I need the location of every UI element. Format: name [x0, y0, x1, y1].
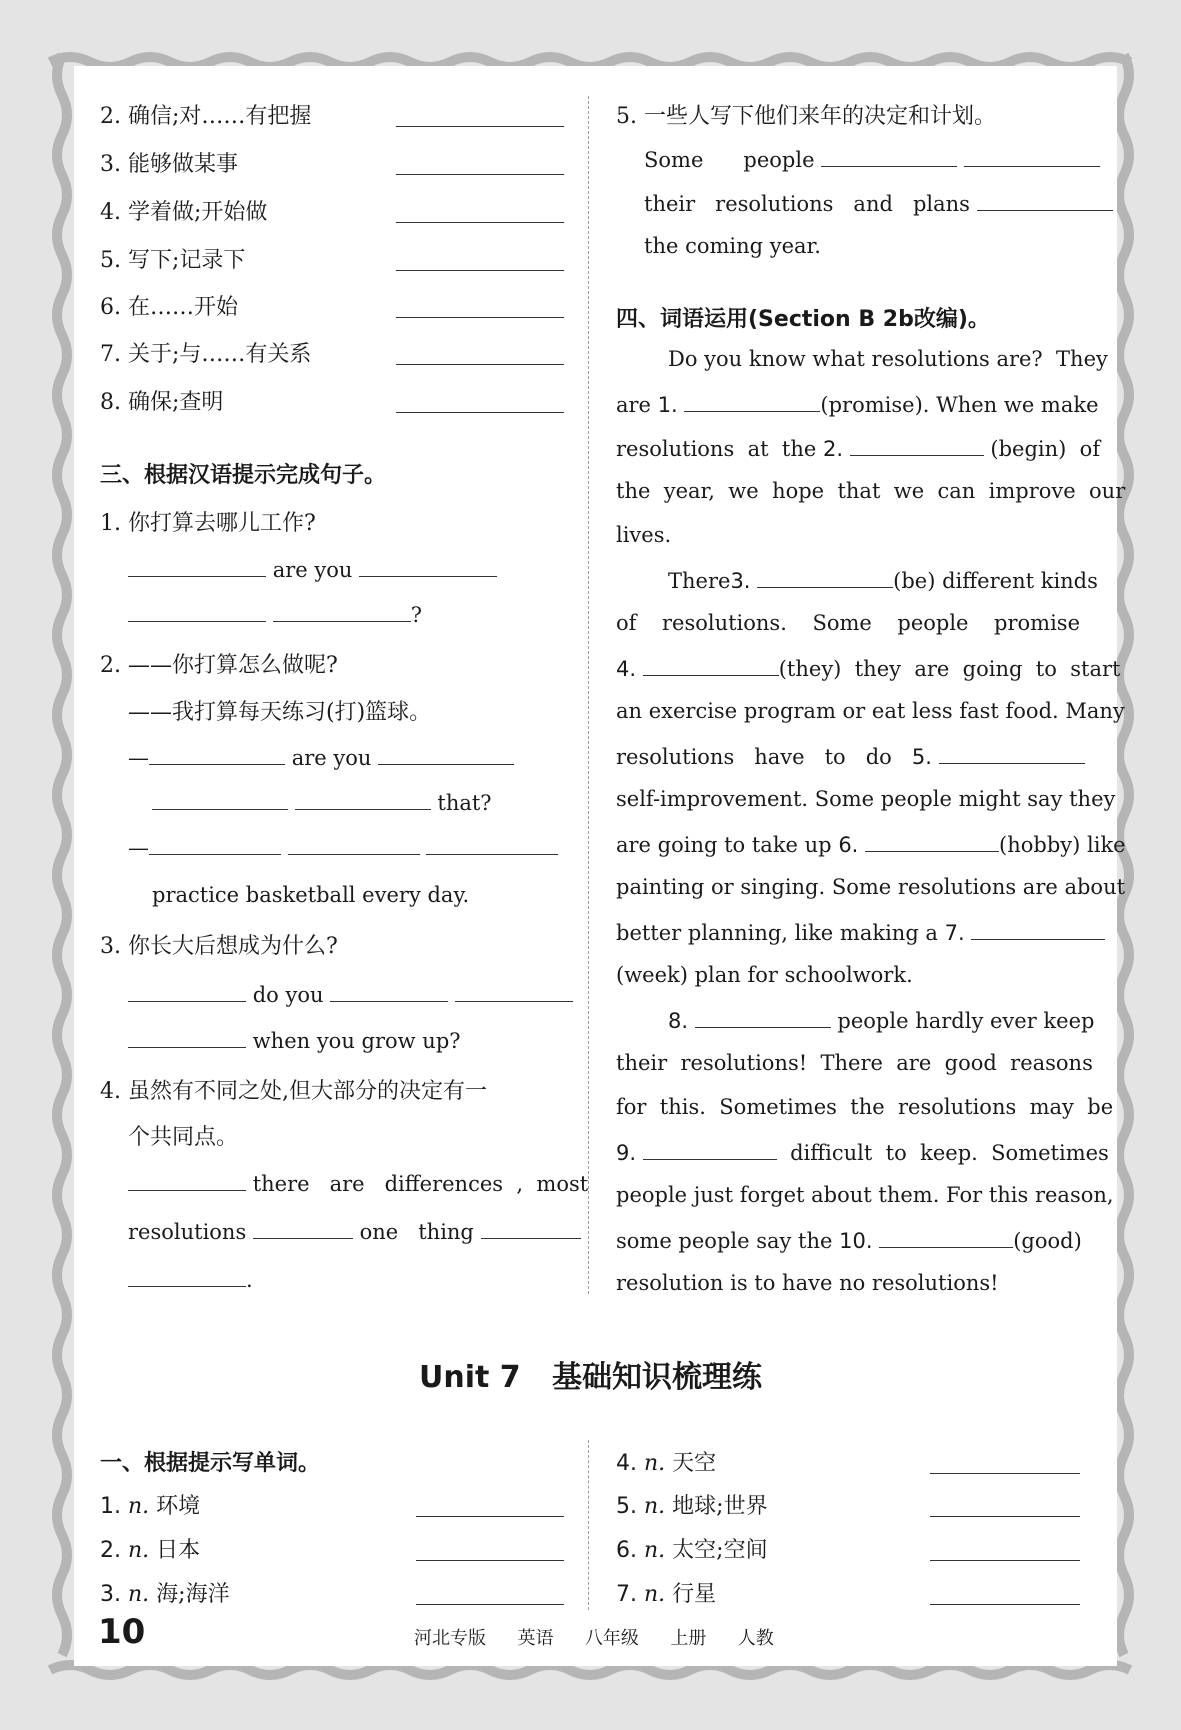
passage-line: are going to take up 6. (hobby) like — [616, 833, 1126, 857]
answer-blank[interactable] — [396, 222, 564, 223]
word-item: 1. n. 环境 — [100, 1494, 201, 1519]
question-cn: ——我打算每天练习(打)篮球。 — [128, 700, 432, 725]
answer-blank[interactable] — [757, 567, 893, 588]
answer-blank[interactable] — [396, 174, 564, 175]
vocab-item: 5. 写下;记录下 — [100, 248, 246, 273]
answer-blank[interactable] — [128, 1170, 246, 1191]
word-item: 7. n. 行星 — [616, 1582, 717, 1607]
answer-line: — — [128, 834, 558, 860]
section-heading: 四、词语运用(Section B 2b改编)。 — [616, 307, 990, 332]
question-cn: 3. 你长大后想成为什么? — [100, 934, 338, 959]
question-cn: 5. 一些人写下他们来年的决定和计划。 — [616, 104, 996, 129]
answer-blank[interactable] — [930, 1560, 1080, 1561]
vocab-item: 6. 在……开始 — [100, 295, 238, 320]
passage-line: lives. — [616, 523, 672, 547]
answer-line: — are you — [128, 744, 514, 770]
answer-blank[interactable] — [378, 744, 514, 765]
question-cn: 1. 你打算去哪儿工作? — [100, 511, 316, 536]
answer-blank[interactable] — [396, 412, 564, 413]
question-cn: 4. 虽然有不同之处,但大部分的决定有一 — [100, 1079, 487, 1104]
answer-blank[interactable] — [481, 1218, 581, 1239]
answer-blank[interactable] — [152, 789, 288, 810]
answer-line: their resolutions and plans — [644, 190, 1113, 216]
answer-line: . — [128, 1266, 253, 1292]
answer-blank[interactable] — [295, 789, 431, 810]
answer-blank[interactable] — [330, 981, 448, 1002]
answer-line: there are differences , most — [128, 1170, 588, 1196]
vocab-item: 2. 确信;对……有把握 — [100, 104, 312, 129]
answer-line: the coming year. — [644, 234, 821, 258]
answer-line: do you — [128, 981, 573, 1007]
answer-blank[interactable] — [964, 146, 1100, 167]
passage-line: for this. Sometimes the resolutions may be — [616, 1095, 1114, 1119]
answer-blank[interactable] — [396, 270, 564, 271]
answer-blank[interactable] — [128, 1266, 246, 1287]
passage-line: some people say the 10. (good) — [616, 1229, 1082, 1253]
answer-blank[interactable] — [971, 919, 1105, 940]
column-divider — [588, 96, 589, 1294]
passage-line: resolution is to have no resolutions! — [616, 1271, 999, 1295]
question-cn: 个共同点。 — [128, 1125, 239, 1150]
answer-blank[interactable] — [149, 834, 281, 855]
passage-line: better planning, like making a 7. — [616, 919, 1105, 945]
passage-line: painting or singing. Some resolutions are about — [616, 875, 1126, 899]
word-item: 6. n. 太空;空间 — [616, 1538, 768, 1563]
answer-blank[interactable] — [930, 1516, 1080, 1517]
vocab-item: 7. 关于;与……有关系 — [100, 342, 312, 367]
passage-line: 4. (they) they are going to start — [616, 657, 1121, 681]
answer-blank[interactable] — [939, 743, 1085, 764]
answer-blank[interactable] — [396, 317, 564, 318]
passage-line: are 1. (promise). When we make — [616, 393, 1099, 417]
answer-blank[interactable] — [416, 1604, 564, 1605]
passage-line: resolutions have to do 5. — [616, 743, 1085, 769]
passage-line: people just forget about them. For this reason, — [616, 1183, 1114, 1207]
answer-blank[interactable] — [977, 190, 1113, 211]
vocab-item: 4. 学着做;开始做 — [100, 200, 268, 225]
answer-blank[interactable] — [455, 981, 573, 1002]
answer-blank[interactable] — [396, 364, 564, 365]
answer-blank[interactable] — [359, 556, 497, 577]
word-item: 4. n. 天空 — [616, 1451, 717, 1476]
answer-blank[interactable] — [128, 556, 266, 577]
passage-line: 9. difficult to keep. Sometimes — [616, 1141, 1109, 1165]
answer-blank[interactable] — [128, 1027, 246, 1048]
word-item: 5. n. 地球;世界 — [616, 1494, 768, 1519]
unit-title: Unit 7 基础知识梳理练 — [419, 1360, 762, 1395]
question-cn: 2. ——你打算怎么做呢? — [100, 653, 338, 678]
word-item: 3. n. 海;海洋 — [100, 1582, 230, 1607]
answer-blank[interactable] — [416, 1560, 564, 1561]
answer-line: are you — [128, 556, 497, 582]
answer-blank[interactable] — [643, 655, 779, 676]
passage-line: an exercise program or eat less fast food. Many — [616, 699, 1125, 723]
page-number: 10 — [98, 1612, 146, 1652]
answer-line: practice basketball every day. — [152, 883, 470, 907]
passage-line: Do you know what resolutions are? They — [668, 347, 1108, 371]
footer-text: 河北专版 英语 八年级 上册 人教 — [414, 1628, 774, 1649]
vocab-item: 3. 能够做某事 — [100, 152, 238, 177]
answer-blank[interactable] — [643, 1139, 777, 1160]
answer-blank[interactable] — [684, 391, 820, 412]
answer-line: that? — [152, 789, 492, 815]
answer-blank[interactable] — [288, 834, 420, 855]
answer-blank[interactable] — [930, 1604, 1080, 1605]
vocab-item: 8. 确保;查明 — [100, 390, 224, 415]
answer-blank[interactable] — [821, 146, 957, 167]
answer-blank[interactable] — [865, 831, 999, 852]
answer-blank[interactable] — [695, 1007, 831, 1028]
passage-line: (week) plan for schoolwork. — [616, 963, 913, 987]
passage-line: 8. people hardly ever keep — [668, 1009, 1095, 1033]
answer-blank[interactable] — [253, 1218, 353, 1239]
answer-line: Some people — [644, 146, 1100, 172]
section-heading: 一、根据提示写单词。 — [100, 1451, 321, 1476]
answer-blank[interactable] — [426, 834, 558, 855]
column-divider — [588, 1440, 589, 1610]
answer-blank[interactable] — [149, 744, 285, 765]
answer-blank[interactable] — [850, 435, 984, 456]
passage-line: their resolutions! There are good reasons — [616, 1051, 1093, 1075]
answer-blank[interactable] — [879, 1227, 1013, 1248]
answer-line: when you grow up? — [128, 1027, 461, 1053]
answer-line: resolutions one thing — [128, 1218, 581, 1244]
answer-line: ? — [128, 601, 422, 627]
answer-blank[interactable] — [128, 981, 246, 1002]
answer-blank[interactable] — [396, 126, 564, 127]
passage-line: There3. (be) different kinds — [668, 569, 1098, 593]
answer-blank[interactable] — [273, 601, 411, 622]
answer-blank[interactable] — [930, 1473, 1080, 1474]
passage-line: self-improvement. Some people might say they — [616, 787, 1116, 811]
answer-blank[interactable] — [416, 1516, 564, 1517]
word-item: 2. n. 日本 — [100, 1538, 201, 1563]
passage-line: the year, we hope that we can improve our — [616, 479, 1126, 503]
passage-line: of resolutions. Some people promise — [616, 611, 1080, 635]
section-heading: 三、根据汉语提示完成句子。 — [100, 463, 387, 488]
answer-blank[interactable] — [128, 601, 266, 622]
passage-line: resolutions at the 2. (begin) of — [616, 437, 1101, 461]
